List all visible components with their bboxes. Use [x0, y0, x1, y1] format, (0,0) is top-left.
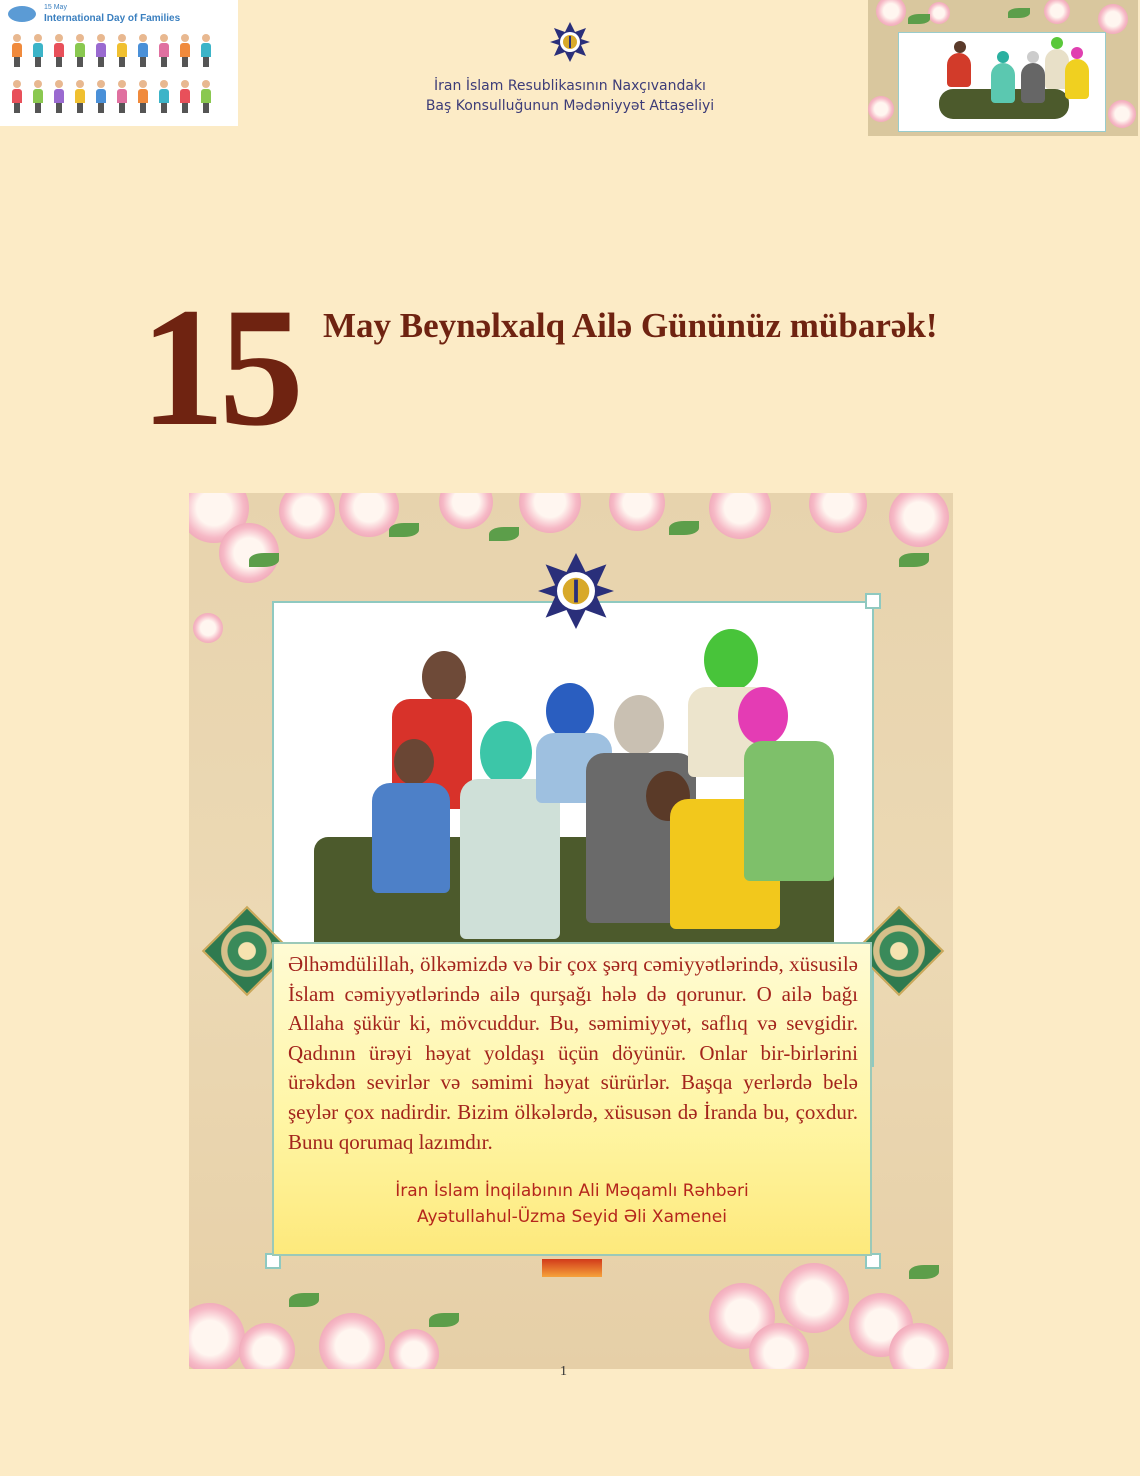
quote-box	[272, 942, 872, 1256]
quote-text: Əlhəmdülillah, ölkəmizdə və bir çox şərq cəmiyyətlərində, xüsusilə İslam cəmiyyətlərində ailə qurşağı hələ də qorunur. O ailə bağı Allaha şükür ki, mövcuddur. Bu, səmimiyyət, saflıq və sevgidir. Qadının ürəyi həyat yoldaşı üçün döyünür. Onlar bir-birlərini ürəkdən sevirlər və səmimi həyat sürürlər. Başqa yerlərdə belə şeylər çox nadirdir. Bizim ölkələrdə, xüsusən də İranda bu, çoxdur. Bunu qorumaq lazımdır.	[288, 952, 858, 1154]
person-figure-icon	[201, 34, 211, 67]
person-figure-icon	[96, 34, 106, 67]
person-figure-icon	[54, 80, 64, 113]
consulate-line-2: Baş Konsulluğunun Mədəniyyət Attaşeliyi	[425, 98, 715, 114]
person-figure-icon	[138, 34, 148, 67]
person-figure-icon	[138, 80, 148, 113]
signature-line-1: İran İslam İnqilabının Ali Məqamlı Rəhbəri	[395, 1181, 749, 1201]
person-figure-icon	[54, 34, 64, 67]
bottom-tab-decoration	[542, 1259, 602, 1277]
person-figure-icon	[12, 34, 22, 67]
page-number: 1	[560, 1364, 567, 1379]
heading-greeting: May Beynəlxalq Ailə Gününüz mübarək!	[323, 306, 938, 345]
person-figure-icon	[75, 34, 85, 67]
person-figure-icon	[12, 80, 22, 113]
consulate-line-1: İran İslam Resublikasının Naxçıvandakı	[434, 78, 706, 94]
family-poster-thumbnail	[868, 0, 1138, 136]
poster-emblem-icon	[538, 553, 614, 629]
person-figure-icon	[180, 80, 190, 113]
quote-signature	[274, 1178, 870, 1230]
person-figure-icon	[117, 34, 127, 67]
consulate-emblem-icon	[550, 22, 590, 62]
person-figure-icon	[180, 34, 190, 67]
quote-poster	[189, 493, 953, 1369]
person-figure-icon	[75, 80, 85, 113]
un-logo-icon	[8, 6, 36, 22]
un-thumbnail-date: 15 May	[44, 4, 67, 11]
heading-number: 15	[140, 273, 298, 461]
thumbnail-photo-frame	[898, 32, 1106, 132]
person-figure-icon	[201, 80, 211, 113]
un-family-day-thumbnail	[0, 0, 238, 126]
person-figure-icon	[159, 80, 169, 113]
person-figure-icon	[117, 80, 127, 113]
person-figure-icon	[33, 34, 43, 67]
person-figure-icon	[96, 80, 106, 113]
consulate-attache-text	[380, 76, 760, 116]
person-figure-icon	[33, 80, 43, 113]
signature-line-2: Ayətullahul-Üzma Seyid Əli Xamenei	[417, 1207, 727, 1227]
person-figure-icon	[159, 34, 169, 67]
un-thumbnail-title: International Day of Families	[44, 13, 181, 24]
